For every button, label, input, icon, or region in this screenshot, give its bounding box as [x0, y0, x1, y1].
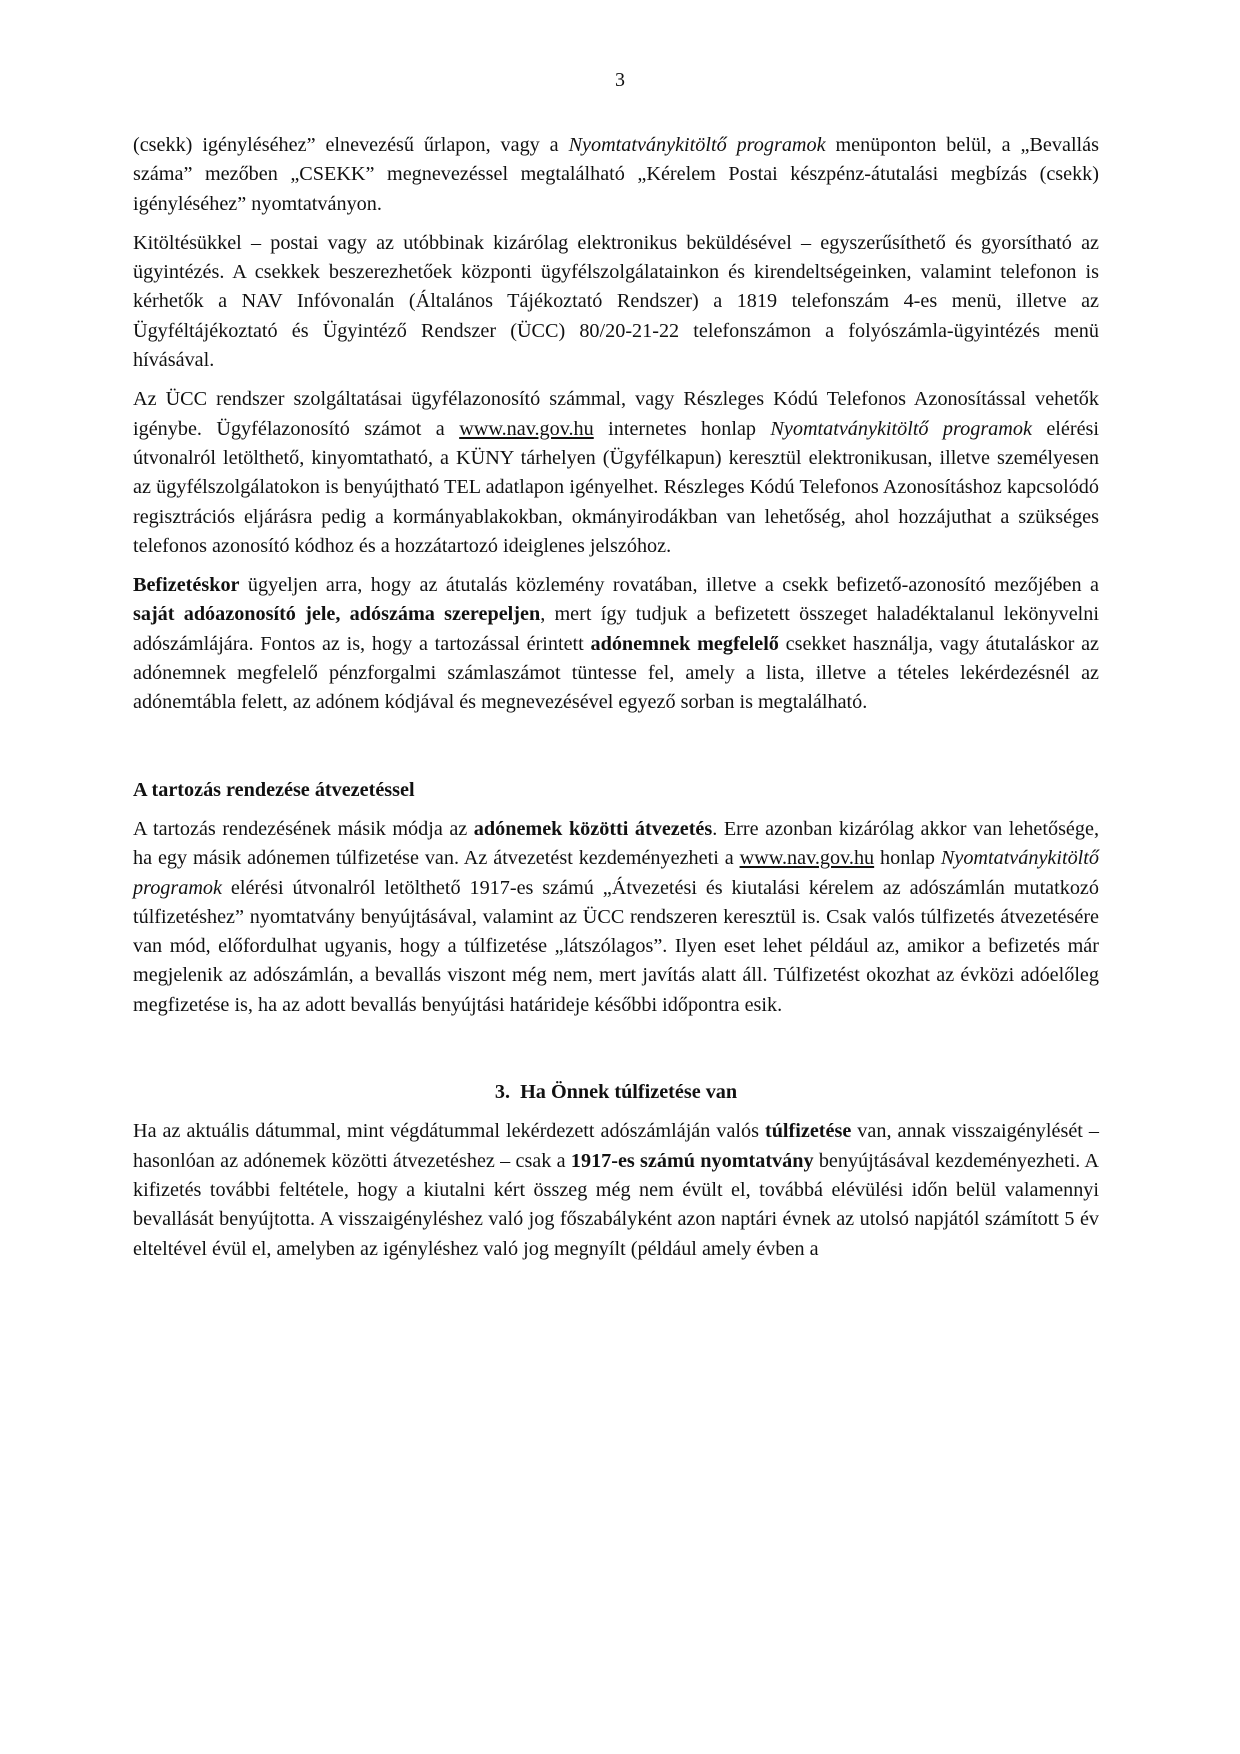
paragraph-ucc-services	[133, 385, 1099, 561]
nav-website-link[interactable]: www.nav.gov.hu	[739, 847, 875, 870]
text: elérési útvonalról letölthető 1917-es számú „Átvezetési és kiutalási kérelem az adószámlán mutatkozó túlfizetéshez” nyomtatvány benyújtásával, valamint az ÜCC rendszeren keresztül is. Csak valós túlfizetés átvezetésére van mód, előfordulhat ugyanis, hogy a túlfizetése „látszólagos”. Ilyen eset lehet például az, amikor a befizetés már megjelenik az adószámlán, a bevallás viszont még nem, mert javítás alatt áll. Túlfizetést okozhat az évközi adóelőleg megfizetése is, ha az adott bevallás benyújtási határideje későbbi időpontra esik.	[133, 876, 1099, 1016]
bold-transfer: adónemek közötti átvezetés	[473, 817, 713, 840]
text: Az ÜCC rendszer szolgáltatásai ügyfélazonosító számmal, vagy Részleges Kódú Telefonos Azonosítással vehetők igénybe. Ügyfélazonosító számot a	[133, 388, 1099, 440]
paragraph-debt-transfer	[133, 815, 1099, 1020]
bold-payment: Befizetéskor	[133, 574, 240, 597]
paragraph-payment-instructions	[133, 571, 1099, 717]
paragraph-check-form	[133, 131, 1099, 219]
paragraph-check-ordering	[133, 229, 1099, 375]
bold-overpayment: túlfizetése	[764, 1120, 852, 1143]
paragraph-overpayment	[133, 1117, 1099, 1263]
text: internetes honlap	[593, 417, 771, 440]
page-number: 3	[615, 69, 625, 91]
spacer	[133, 1030, 1099, 1078]
spacer	[133, 728, 1099, 776]
document-body	[133, 131, 1099, 1274]
text: , mert így tudjuk a befizetett összeget haladéktalanul lekönyvelni adószámlájára. Fontos az is, hogy a tartozással érintett	[133, 603, 1099, 655]
bold-tax-type: adónemnek megfelelő	[590, 632, 779, 655]
text: van, annak visszaigénylését – hasonlóan az adónemek közötti átvezetéshez – csak a	[133, 1120, 1099, 1172]
bold-tax-id: saját adóazonosító jele, adószáma szerepeljen	[133, 603, 541, 626]
text: Kitöltésükkel – postai vagy az utóbbinak kizárólag elektronikus beküldésével – egyszerűsíthető és gyorsítható az ügyintézés. A csekkek beszerezhetőek központi ügyfélszolgálatainkon és kirendeltségeinken, valamint telefonon is kérhetők a NAV Infóvonalán (Általános Tájékoztató Rendszer) a 1819 telefonszám 4-es menü, illetve az Ügyféltájékoztató és Ügyintéző Rendszer (ÜCC) 80/20-21-22 telefonszámon a folyószámla-ügyintézés menü hívásával.	[133, 231, 1099, 372]
italic-programs-menu: Nyomtatványkitöltő programok	[133, 847, 1099, 899]
italic-programs-menu: Nyomtatványkitöltő programok	[770, 417, 1032, 440]
text: Ha az aktuális dátummal, mint végdátummal lekérdezett adószámláján valós	[133, 1120, 765, 1143]
heading-overpayment: 3. Ha Önnek túlfizetése van	[494, 1081, 738, 1104]
text: ügyeljen arra, hogy az átutalás közlemény rovatában, illetve a csekk befizető-azonosító mezőjében a	[239, 574, 1099, 597]
text: . Erre azonban kizárólag akkor van lehetősége, ha egy másik adónemen túlfizetése van. Az átvezetést kezdeményezheti a	[133, 817, 1099, 870]
text: elérési útvonalról letölthető, kinyomtatható, a KÜNY tárhelyen (Ügyfélkapun) keresztül elektronikusan, illetve személyesen az ügyfélszolgálatokon is benyújtható TEL adatlapon igényelhet. Részleges Kódú Telefonos Azonosításhoz kapcsolódó regisztrációs eljárásra pedig a kormányablakokban, okmányirodákban van lehetőség, ahol hozzájuthat a szükséges telefonos azonosító kódhoz és a hozzátartozó ideiglenes jelszóhoz.	[133, 417, 1099, 557]
text: honlap	[874, 847, 941, 870]
italic-programs-menu: Nyomtatványkitöltő programok	[568, 134, 826, 156]
bold-form-1917: 1917-es számú nyomtatvány	[570, 1149, 814, 1172]
nav-website-link[interactable]: www.nav.gov.hu	[459, 417, 594, 440]
text: benyújtásával kezdeményezheti. A kifizetés további feltétele, hogy a kiutalni kért összeg még nem évült el, továbbá elévülési időn belül valamennyi bevallását benyújtotta. A visszaigényléshez való jog főszabályként azon naptári évnek az utolsó napjától számított 5 év elteltével évül el, amelyben az igényléshez való jog megnyílt (például amely évben a	[133, 1149, 1099, 1260]
text: A tartozás rendezésének másik módja az	[133, 817, 474, 840]
heading-debt-transfer: A tartozás rendezése átvezetéssel	[133, 778, 415, 801]
text: csekket használja, vagy átutaláskor az adónemnek megfelelő pénzforgalmi számlaszámot tüntesse fel, amely a lista, illetve a tételes lekérdezésnél az adónemtábla felett, az adónem kódjával és megnevezésével egyező sorban is megtalálható.	[133, 632, 1099, 714]
text: (csekk) igényléséhez” elnevezésű űrlapon, vagy a	[133, 134, 569, 156]
text: menüponton belül, a „Bevallás száma” mezőben „CSEKK” megnevezéssel megtalálható „Kérelem Postai készpénz-átutalási megbízás (csekk) igényléséhez” nyomtatványon.	[133, 134, 1099, 215]
